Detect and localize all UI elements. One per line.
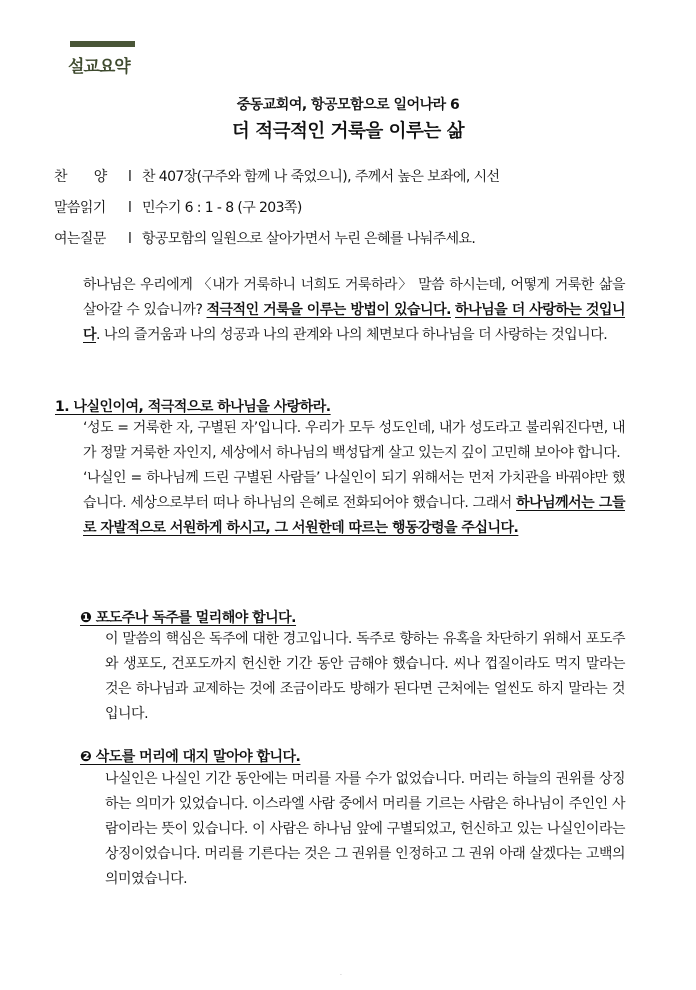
header-label: 설교요약 bbox=[68, 57, 130, 77]
sermon-title: 더 적극적인 거룩을 이루는 삶 bbox=[231, 121, 465, 142]
meta-label: 말씀읽기 bbox=[54, 200, 106, 216]
page-dot: · bbox=[340, 972, 342, 979]
intro-text: 하나님은 우리에게 〈내가 거룩하니 너희도 거룩하라〉 말씀 하시는데, 어떻게 거룩한 삶을 살아갈 수 있습니까? bbox=[83, 277, 625, 318]
section1-para2-text: ‘나실인 = 하나님께 드린 구별된 사람들’ 나실인이 되기 위해서는 먼저 가치관을 바꿔야만 했습니다. 세상으로부터 떠나 하나님의 은혜로 전화되어야 했습니다. 그래서 bbox=[83, 470, 625, 511]
sub1-paragraph bbox=[55, 627, 625, 727]
sermon-series: 중동교회여, 항공모함으로 일어나라 6 bbox=[236, 97, 460, 113]
meta-value: 민수기 6 : 1 - 8 (구 203쪽) bbox=[142, 200, 302, 216]
sub2-heading: ❷ 삭도를 머리에 대지 말아야 합니다. bbox=[80, 749, 301, 765]
section1-heading: 1. 나실인이여, 적극적으로 하나님을 사랑하라. bbox=[55, 399, 331, 415]
meta-reading bbox=[54, 197, 302, 217]
meta-label: 찬 양 bbox=[54, 169, 107, 185]
sub2-text: 나실인은 나실인 기간 동안에는 머리를 자를 수가 없었습니다. 머리는 하늘의 권위를 상징하는 의미가 있었습니다. 이스라엘 사람 중에서 머리를 기르는 사람은 하나님이 주인인 사람이라는 뜻이 있습니다. 이 사람은 하나님 앞에 구별되었고, 헌신하고 있는 나실인이라는 상징이었습니다. 머리를 기른다는 것은 그 권위를 인정하고 그 권위 아래 살겠다는 고백의 의미였습니다. bbox=[105, 771, 625, 887]
header-bar bbox=[70, 41, 135, 47]
intro-text: . 나의 즐거움과 나의 성공과 나의 관계와 나의 체면보다 하나님을 더 사랑하는 것입니다. bbox=[96, 327, 608, 343]
meta-separator: l bbox=[128, 169, 132, 185]
section1-para1: ‘성도 = 거룩한 자, 구별된 자’입니다. 우리가 모두 성도인데, 내가 성도라고 불리워진다면, 내가 정말 거룩한 자인지, 세상에서 하나님의 백성답게 살고 있는지 깊이 고민해 보아야 합니다. bbox=[83, 420, 625, 461]
sub2-paragraph bbox=[55, 767, 625, 892]
meta-label: 여는질문 bbox=[54, 231, 106, 247]
meta-separator: l bbox=[128, 200, 132, 216]
meta-separator: l bbox=[128, 231, 132, 247]
meta-hymn bbox=[54, 166, 499, 186]
meta-opening-question bbox=[54, 228, 475, 248]
meta-value: 항공모함의 일원으로 살아가면서 누린 은혜를 나눠주세요. bbox=[142, 231, 476, 247]
intro-emphasis: 하나님을 더 사랑하는 것입니다 bbox=[83, 302, 625, 343]
intro-paragraph bbox=[55, 273, 625, 348]
section1-para2-emphasis: 하나님께서는 그들로 자발적으로 서원하게 하시고, 그 서원한데 따르는 행동강령을 주십니다. bbox=[83, 495, 625, 536]
sub1-heading: ❶ 포도주나 독주를 멀리해야 합니다. bbox=[80, 610, 297, 626]
sub1-text: 이 말씀의 핵심은 독주에 대한 경고입니다. 독주로 향하는 유혹을 차단하기 위해서 포도주와 생포도, 건포도까지 헌신한 기간 동안 금해야 했습니다. 씨나 껍질이라도 먹지 말라는 것은 하나님과 교제하는 것에 조금이라도 방해가 된다면 근처에는 얼씬도 하지 말라는 것입니다. bbox=[105, 631, 625, 722]
section1-paragraph bbox=[55, 416, 625, 541]
intro-emphasis: 적극적인 거룩을 이루는 방법이 있습니다. bbox=[206, 302, 451, 318]
meta-value: 찬 407장(구주와 함께 나 죽었으니), 주께서 높은 보좌에, 시선 bbox=[142, 169, 500, 185]
